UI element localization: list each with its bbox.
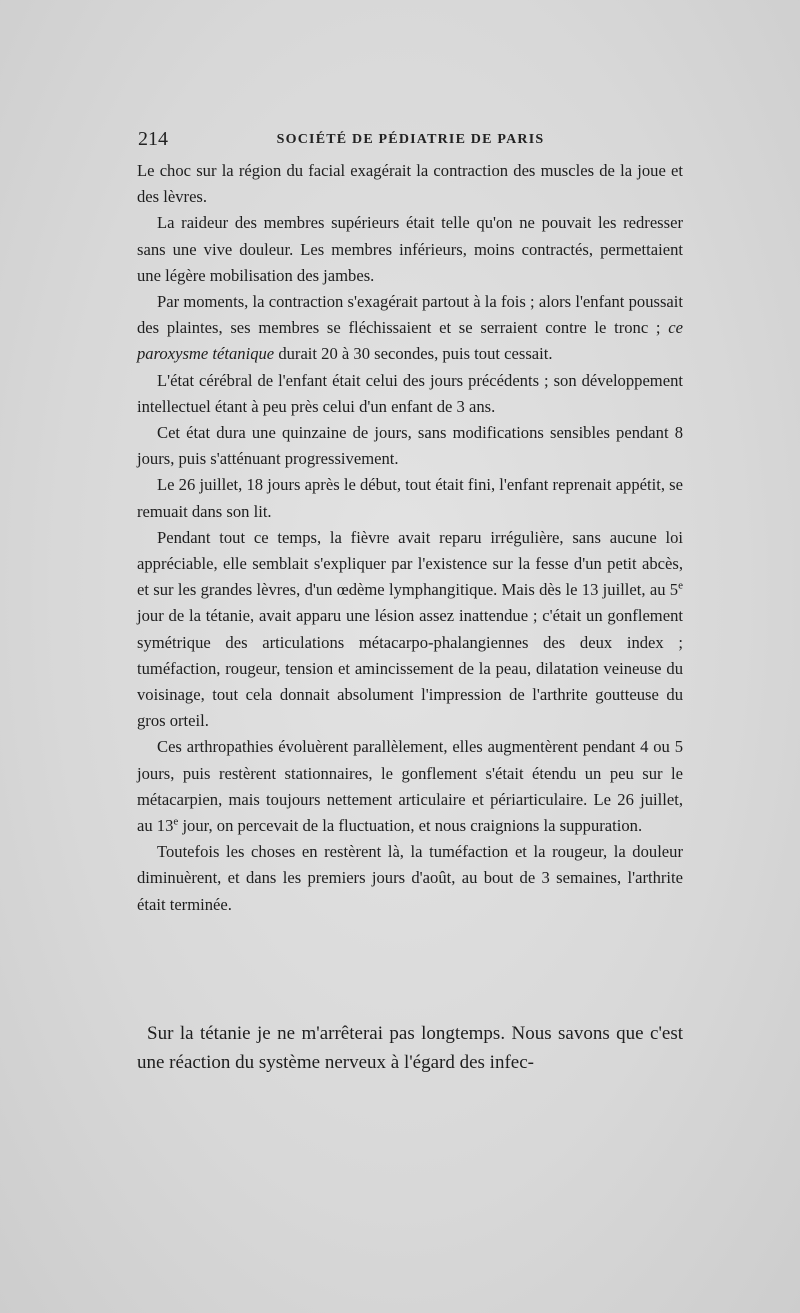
paragraph-limb-rigidity: La raideur des membres supérieurs était telle qu'on ne pouvait les redresser sans une vive douleur. Les membres inférieurs, moins contractés, permettaient une légère mobilisation des jambes. xyxy=(137,213,683,285)
paragraph-duration: Cet état dura une quinzaine de jours, sans modifications sensibles pendant 8 jours, puis s'atténuant progressivement. xyxy=(137,423,683,469)
ordinal-superscript: e xyxy=(173,815,179,828)
page-header xyxy=(138,128,683,156)
paragraph-text: Ces arthropathies évoluèrent parallèlement, elles augmentèrent pendant 4 ou 5 jours, puis restèrent stationnaires, le gonflement s'était étendu un peu sur le métacarpien, mais toujours nettement articulaire et périarticulaire. Le 26 juillet, au 13 xyxy=(137,737,683,836)
page-number: 214 xyxy=(138,128,168,150)
paragraph-text: jour de la tétanie, avait apparu une lésion assez inattendue ; c'était un gonflement symétrique des articulations métacarpo-phalangiennes des deux index ; tuméfaction, rougeur, tension et amincissement de la peau, dilatation veineuse du voisinage, tout cela donnait absolument l'impression de l'arthrite goutteuse du gros orteil. xyxy=(137,606,683,731)
paragraph-text: Par moments, la contraction s'exagérait partout à la fois ; alors l'enfant poussait des plaintes, ses membres se fléchissaient et se serraient contre le tronc ; xyxy=(137,292,683,338)
discussion-section xyxy=(137,1020,683,1077)
case-report-body xyxy=(137,158,683,918)
paragraph-text: Pendant tout ce temps, la fièvre avait reparu irrégulière, sans aucune loi appréciable, elle semblait s'expliquer par l'existence sur la fesse d'un petit abcès, et sur les grandes lèvres, d'un œdème lymphangitique. Mais dès le 13 juillet, au 5 xyxy=(137,527,683,600)
italic-phrase: ce paroxysme tétanique xyxy=(137,318,683,364)
paragraph-resolution: Toutefois les choses en restèrent là, la tuméfaction et la rougeur, la douleur diminuèrent, et dans les premiers jours d'août, au bout de 3 semaines, l'arthrite était terminée. xyxy=(137,842,683,914)
running-title: SOCIÉTÉ DE PÉDIATRIE DE PARIS xyxy=(276,132,545,147)
paragraph-text: durait 20 à 30 secondes, puis tout cessait. xyxy=(274,344,553,364)
paragraph-facial-reflex: Le choc sur la région du facial exagérait la contraction des muscles de la joue et des lèvres. xyxy=(137,161,683,207)
paragraph-text: jour, on percevait de la fluctuation, et nous craignions la suppuration. xyxy=(178,816,643,836)
paragraph-tetany-discussion: Sur la tétanie je ne m'arrêterai pas longtemps. Nous savons que c'est une réaction du système nerveux à l'égard des infec- xyxy=(137,1023,683,1073)
paragraph-tetanic-paroxysm xyxy=(137,289,683,368)
paragraph-cerebral-state: L'état cérébral de l'enfant était celui des jours précédents ; son développement intellectuel étant à peu près celui d'un enfant de 3 ans. xyxy=(137,370,683,416)
paragraph-arthropathies xyxy=(137,734,683,839)
paragraph-recovery: Le 26 juillet, 18 jours après le début, tout était fini, l'enfant reprenait appétit, se remuait dans son lit. xyxy=(137,475,683,521)
paragraph-fever-lesion xyxy=(137,525,683,735)
ordinal-superscript: e xyxy=(678,579,683,592)
